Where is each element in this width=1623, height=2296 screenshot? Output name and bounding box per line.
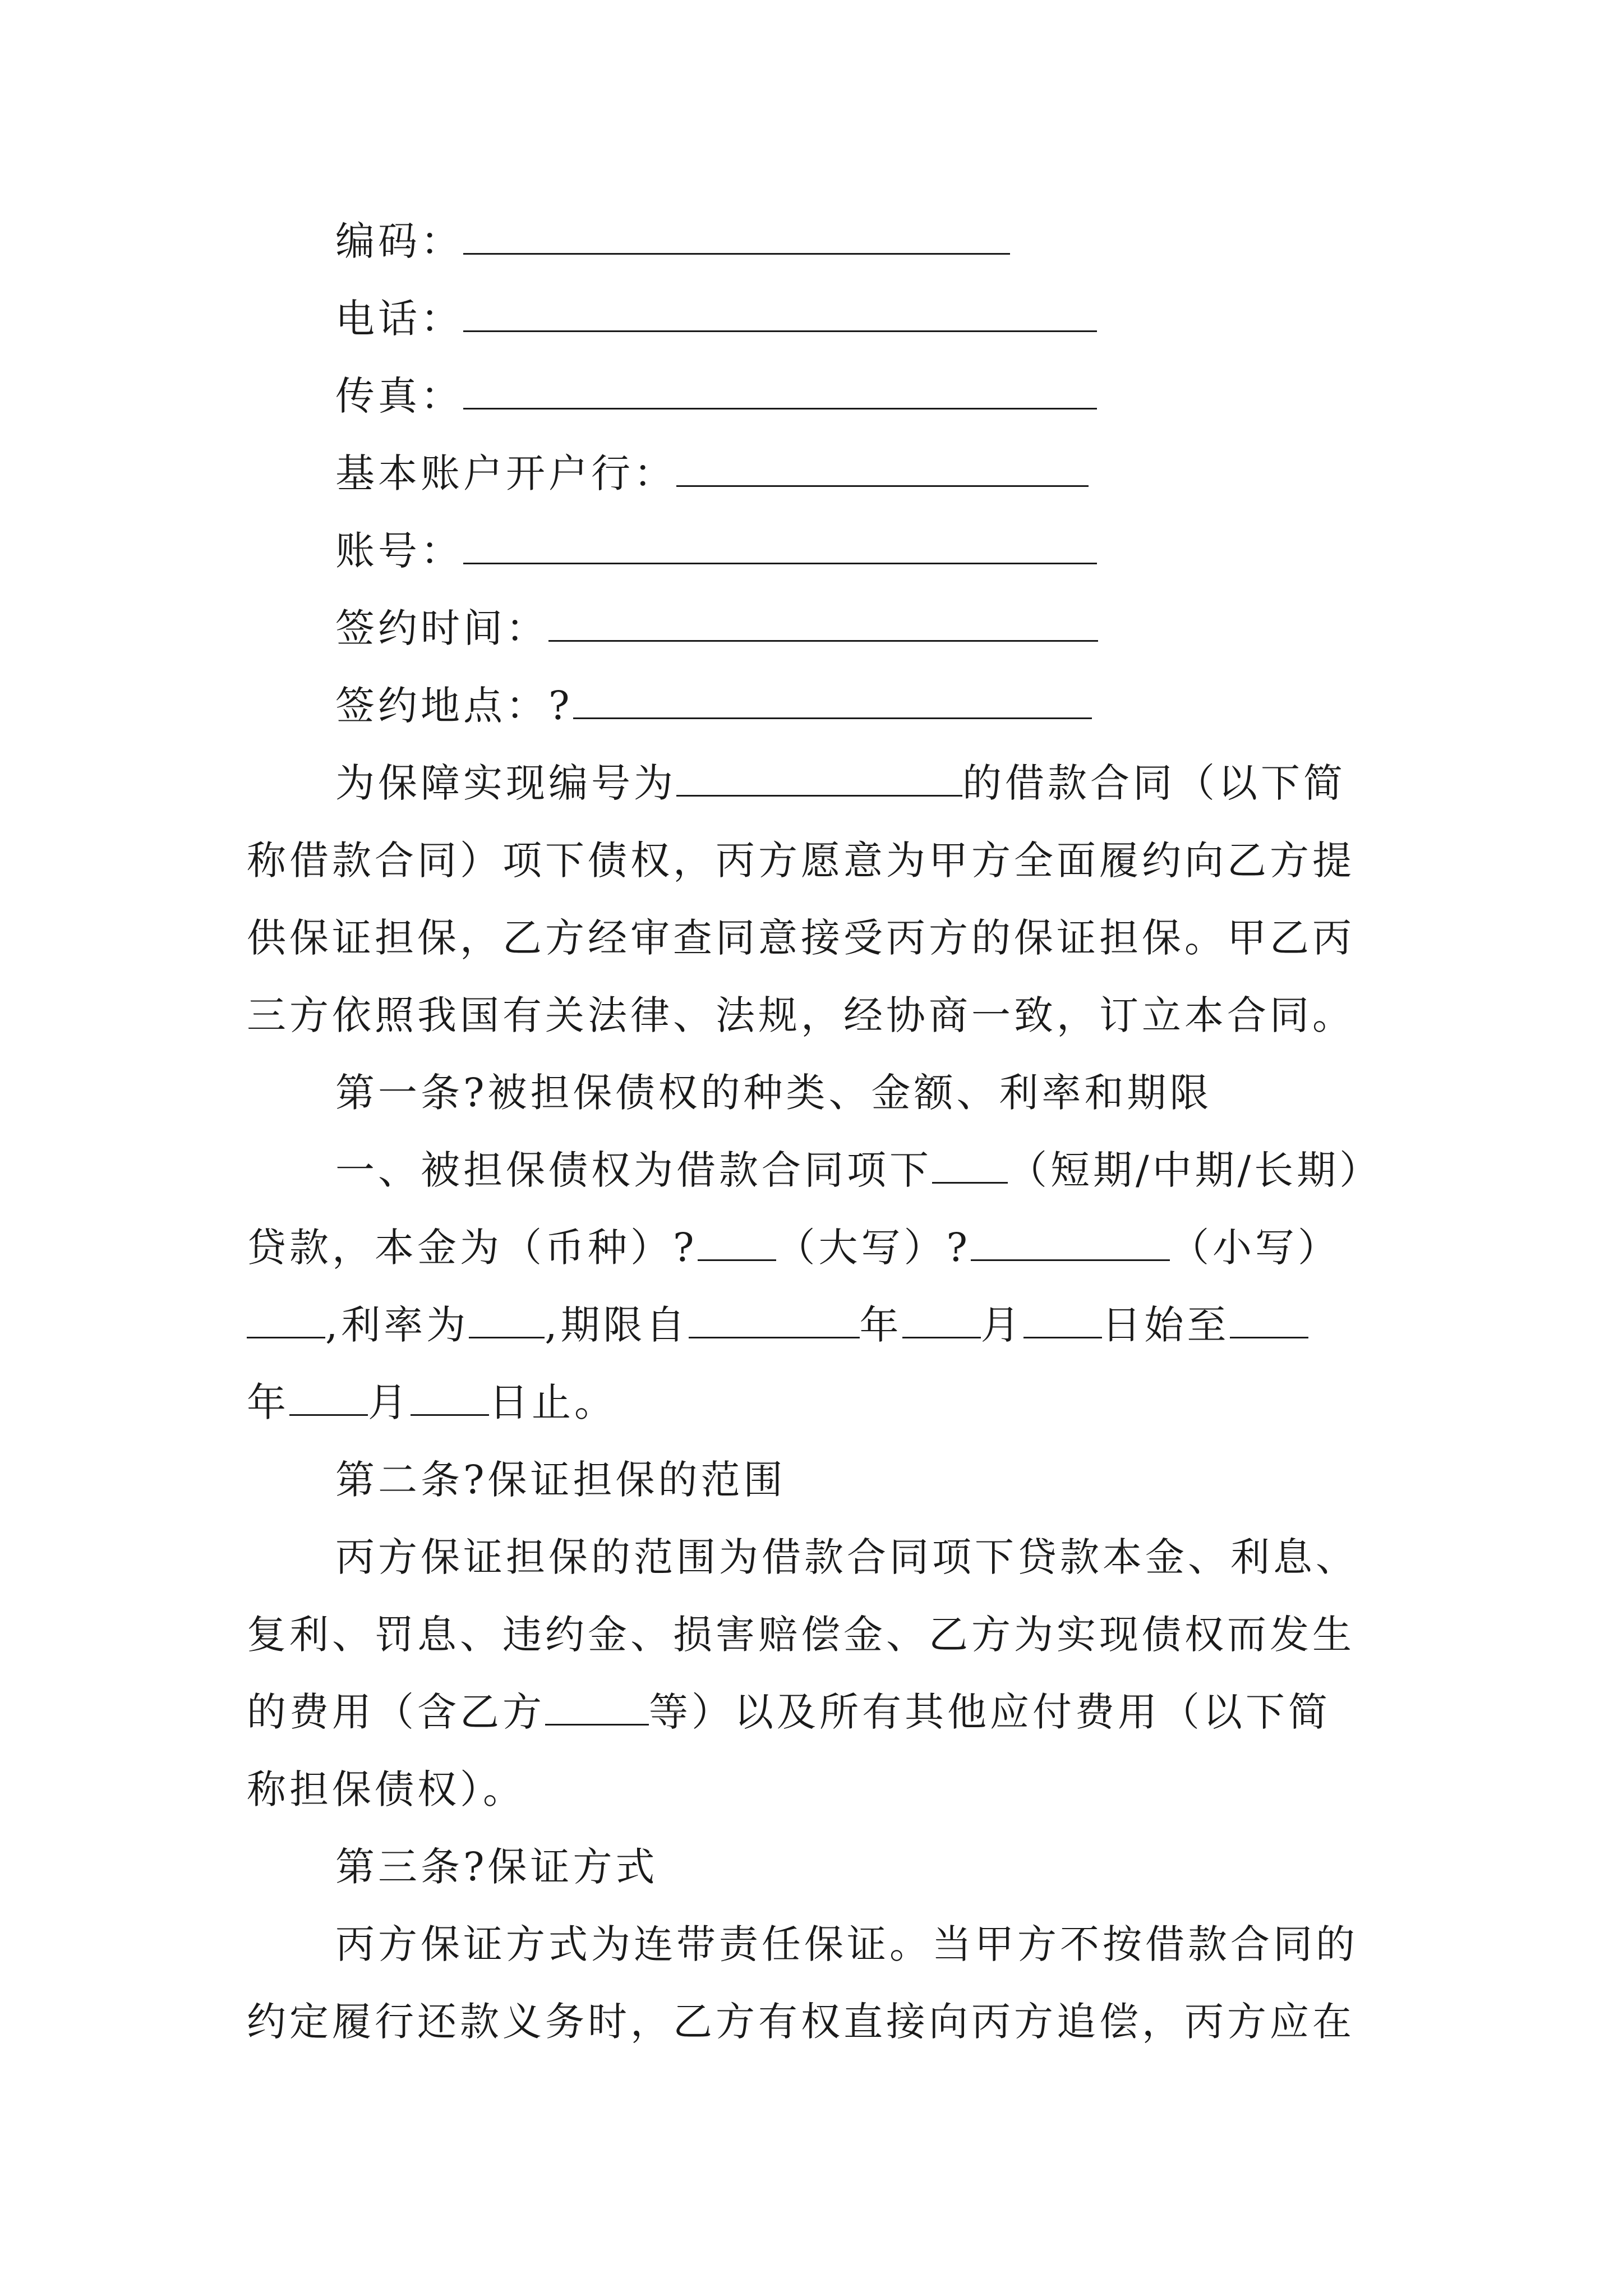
- article-1-line-3: [247, 1297, 1308, 1353]
- field-fax-blank[interactable]: [463, 373, 1097, 409]
- article-text: 月: [980, 1302, 1023, 1348]
- end-year-blank[interactable]: [1230, 1302, 1308, 1338]
- field-bank-label: 基本账户开户行：: [335, 450, 676, 496]
- start-month-blank[interactable]: [902, 1302, 981, 1338]
- article-text: 月: [368, 1379, 411, 1425]
- start-day-blank[interactable]: [1023, 1302, 1102, 1338]
- article-2-title: [335, 1452, 786, 1508]
- start-year-blank[interactable]: [689, 1302, 860, 1338]
- field-fax: [335, 368, 1097, 424]
- article-text: 一、被担保债权为借款合同项下: [335, 1147, 932, 1193]
- article-2-line-4: [247, 1761, 525, 1818]
- article-text: （大写）?: [776, 1225, 971, 1271]
- field-bank: [335, 445, 1089, 501]
- article-text: 的费用（含乙方: [247, 1689, 545, 1735]
- field-bank-blank[interactable]: [676, 450, 1089, 487]
- preamble-line-1: [335, 755, 1346, 811]
- article-1-title: [335, 1065, 1212, 1121]
- preamble-text: 为保障实现编号为: [335, 760, 676, 806]
- preamble-line-2: [247, 832, 1355, 889]
- article-title: 第一条?被担保债权的种类、金额、利率和期限: [335, 1070, 1212, 1116]
- article-3-line-1: [335, 1916, 1358, 1972]
- article-text: 日始至: [1101, 1302, 1230, 1348]
- field-sign-place: [335, 678, 1092, 734]
- article-text: 贷款，本金为（币种）?: [247, 1225, 698, 1271]
- field-sign-place-label: 签约地点：?: [335, 683, 573, 729]
- preamble-text: 供保证担保，乙方经审查同意接受丙方的保证担保。甲乙丙: [247, 915, 1355, 961]
- article-2-line-1: [335, 1529, 1358, 1585]
- article-text: 等）以及所有其他应付费用（以下简: [649, 1689, 1331, 1735]
- preamble-line-3: [247, 910, 1355, 966]
- end-day-blank[interactable]: [411, 1379, 489, 1416]
- field-sign-time-blank[interactable]: [548, 605, 1098, 642]
- article-3-title: [335, 1839, 658, 1895]
- field-code-label: 编码：: [335, 218, 463, 264]
- field-sign-time: [335, 600, 1098, 656]
- article-1-line-4: [247, 1374, 617, 1430]
- preamble-text: 的借款合同（以下简: [962, 760, 1346, 806]
- expense-blank[interactable]: [545, 1689, 649, 1726]
- article-text: 约定履行还款义务时，乙方有权直接向丙方追偿，丙方应在: [247, 1999, 1355, 2045]
- rate-blank[interactable]: [469, 1302, 545, 1338]
- article-text: 日止。: [489, 1379, 617, 1425]
- article-text: 复利、罚息、违约金、损害赔偿金、乙方为实现债权而发生: [247, 1612, 1355, 1658]
- article-text: ,期限自: [545, 1302, 689, 1348]
- article-2-line-2: [247, 1607, 1355, 1663]
- field-phone-label: 电话：: [335, 296, 463, 342]
- field-account-blank[interactable]: [463, 528, 1097, 564]
- loan-term-blank[interactable]: [932, 1147, 1008, 1184]
- article-title: 第二条?保证担保的范围: [335, 1457, 786, 1503]
- field-code-blank[interactable]: [463, 218, 1010, 255]
- field-fax-label: 传真：: [335, 373, 463, 419]
- field-phone: [335, 291, 1097, 347]
- field-account: [335, 523, 1097, 579]
- article-1-line-1: [335, 1142, 1382, 1198]
- article-text: 丙方保证方式为连带责任保证。当甲方不按借款合同的: [335, 1921, 1358, 1967]
- preamble-text: 三方依照我国有关法律、法规，经协商一致，订立本合同。: [247, 992, 1355, 1038]
- article-text: ,利率为: [325, 1302, 469, 1348]
- field-code: [335, 213, 1010, 269]
- amount-figures-blank[interactable]: [247, 1302, 325, 1338]
- article-3-line-2: [247, 1994, 1355, 2050]
- field-account-label: 账号：: [335, 528, 463, 574]
- field-phone-blank[interactable]: [463, 296, 1097, 332]
- article-2-line-3: [247, 1684, 1331, 1740]
- field-sign-time-label: 签约时间：: [335, 605, 548, 651]
- amount-words-blank[interactable]: [971, 1225, 1170, 1261]
- article-1-line-2: [247, 1220, 1340, 1276]
- article-text: （短期/中期/长期）: [1008, 1147, 1382, 1193]
- article-text: 丙方保证担保的范围为借款合同项下贷款本金、利息、: [335, 1534, 1358, 1580]
- article-text: 称担保债权）。: [247, 1766, 525, 1812]
- contract-number-blank[interactable]: [676, 760, 962, 797]
- field-sign-place-blank[interactable]: [573, 683, 1092, 719]
- preamble-text: 称借款合同）项下债权，丙方愿意为甲方全面履约向乙方提: [247, 838, 1355, 884]
- preamble-line-4: [247, 987, 1355, 1043]
- article-text: 年: [859, 1302, 902, 1348]
- currency-blank[interactable]: [698, 1225, 776, 1261]
- article-title: 第三条?保证方式: [335, 1844, 658, 1890]
- end-month-blank[interactable]: [289, 1379, 368, 1416]
- article-text: 年: [247, 1379, 289, 1425]
- article-text: （小写）: [1170, 1225, 1341, 1271]
